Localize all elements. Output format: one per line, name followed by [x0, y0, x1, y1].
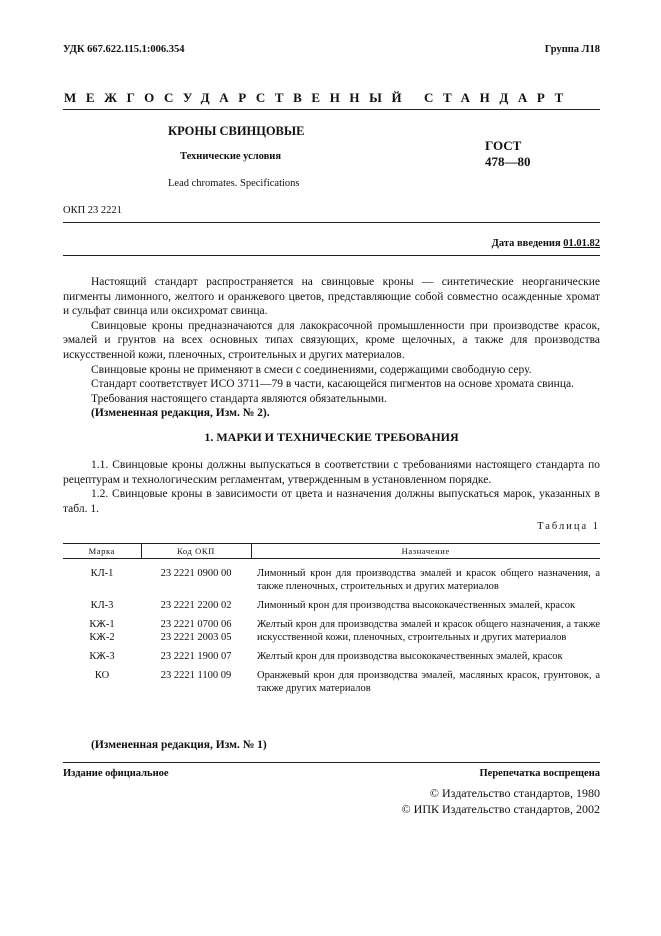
title-rule: [63, 222, 600, 223]
cell-mark: [63, 612, 141, 644]
introduction-date: [492, 238, 600, 249]
preamble-paragraph: Свинцовые кроны предназначаются для лакокрасочной промышленности при производстве красок, эмалей и грунтов на всех основных типах связующих, кроме щелочных, а также для производства искусственной кожи, пленочных, строительных и других материалов.: [63, 319, 600, 361]
header-purpose: Назначение: [251, 544, 600, 559]
cell-purpose: Оранжевый крон для производства эмалей, масляных красок, грунтовок, а также других материалов: [257, 670, 600, 694]
revision-note: (Измененная редакция, Изм. № 2).: [91, 407, 270, 420]
preamble-paragraph: Настоящий стандарт распространяется на свинцовые кроны — синтетические неорганические пигменты лимонного, желтого и оранжевого цветов, представляющие собой совместно осажденные хромат и сульфат свинца или оксихромат свинца.: [63, 276, 600, 318]
revision-note-2: (Измененная редакция, Изм. № 1): [91, 739, 267, 751]
marks-table: [63, 543, 600, 695]
interstate-standard-banner: МЕЖГОСУДАРСТВЕННЫЙ СТАНДАРТ: [64, 90, 573, 105]
document-subtitle: Технические условия: [180, 151, 282, 162]
table-row: [63, 663, 600, 695]
cell-mark: КЖ-3: [89, 651, 115, 662]
group-code: Группа Л18: [544, 44, 600, 55]
gost-number: 478—80: [485, 154, 531, 169]
cell-purpose: Лимонный крон для производства эмалей и красок общего назначения, а также пленочных, строительных и других материалов: [257, 568, 600, 592]
cell-code: 23 2221 2200 02: [160, 600, 232, 611]
cell-code: 23 2221 1100 09: [160, 670, 232, 681]
cell-code: [141, 612, 251, 644]
udk-code: УДК 667.622.115.1:006.354: [63, 44, 185, 55]
preamble-paragraph: Свинцовые кроны не применяют в смеси с соединениями, содержащими свободную серу.: [91, 363, 532, 376]
footer-rule: [63, 762, 600, 763]
official-edition: Издание официальное: [63, 768, 169, 779]
introduction-date-value: 01.01.82: [563, 238, 600, 249]
cell-mark-primary: КЖ-1: [89, 619, 115, 630]
copyright-block: [402, 785, 600, 817]
cell-mark: КЛ-1: [90, 568, 114, 579]
reprint-prohibited: Перепечатка воспрещена: [479, 768, 600, 779]
table-row: [63, 644, 600, 663]
cell-code: 23 2221 0900 00: [160, 568, 232, 579]
header-okp-code: Код ОКП: [141, 544, 251, 559]
preamble: [63, 275, 600, 421]
section-title: 1. МАРКИ И ТЕХНИЧЕСКИЕ ТРЕБОВАНИЯ: [204, 430, 459, 444]
okp-code: ОКП 23 2221: [63, 205, 122, 216]
document-title: КРОНЫ СВИНЦОВЫЕ: [168, 124, 305, 138]
header-mark: Марка: [63, 544, 141, 559]
gost-label: ГОСТ: [485, 138, 522, 153]
clause-1-1: 1.1. Свинцовые кроны должны выпускаться в соответствии с требованиями настоящего стандарта по рецептурам и технологическим регламентам, утвержденным в установленном порядке.: [63, 459, 600, 486]
clause-1-2: 1.2. Свинцовые кроны в зависимости от цвета и назначения должны выпускаться марок, указанных в табл. 1.: [63, 488, 600, 515]
clauses: [63, 458, 600, 516]
cell-mark: КЛ-3: [90, 600, 114, 611]
table-row: [63, 559, 600, 594]
copyright-1980: © Издательство стандартов, 1980: [429, 786, 600, 800]
table-caption: Таблица 1: [537, 521, 600, 532]
cell-code-secondary: 23 2221 2003 05: [160, 632, 232, 643]
table-row: [63, 593, 600, 612]
table-row: [63, 612, 600, 644]
preamble-paragraph: Стандарт соответствует ИСО 3711—79 в части, касающейся пигментов на основе хромата свинца.: [91, 378, 574, 391]
cell-code: 23 2221 1900 07: [160, 651, 232, 662]
cell-mark-secondary: КЖ-2: [89, 632, 115, 643]
cell-purpose: Желтый крон для производства высококачественных эмалей, красок: [257, 651, 563, 662]
cell-purpose: Лимонный крон для производства высококачественных эмалей, красок: [257, 600, 576, 611]
copyright-2002: © ИПК Издательство стандартов, 2002: [401, 802, 600, 816]
introduction-date-label: Дата введения: [491, 238, 561, 249]
banner-rule: [63, 109, 600, 110]
date-rule: [63, 255, 600, 256]
english-title: Lead chromates. Specifications: [168, 178, 300, 189]
cell-mark: КО: [94, 670, 110, 681]
cell-code-primary: 23 2221 0700 06: [160, 619, 232, 630]
table-header-row: [63, 544, 600, 559]
cell-purpose: Желтый крон для производства эмалей и красок общего назначения, а также искусственной кожи, пленочных, строительных и других материалов: [257, 619, 600, 643]
preamble-paragraph: Требования настоящего стандарта являются обязательными.: [91, 392, 387, 405]
gost-designation: [485, 138, 531, 170]
